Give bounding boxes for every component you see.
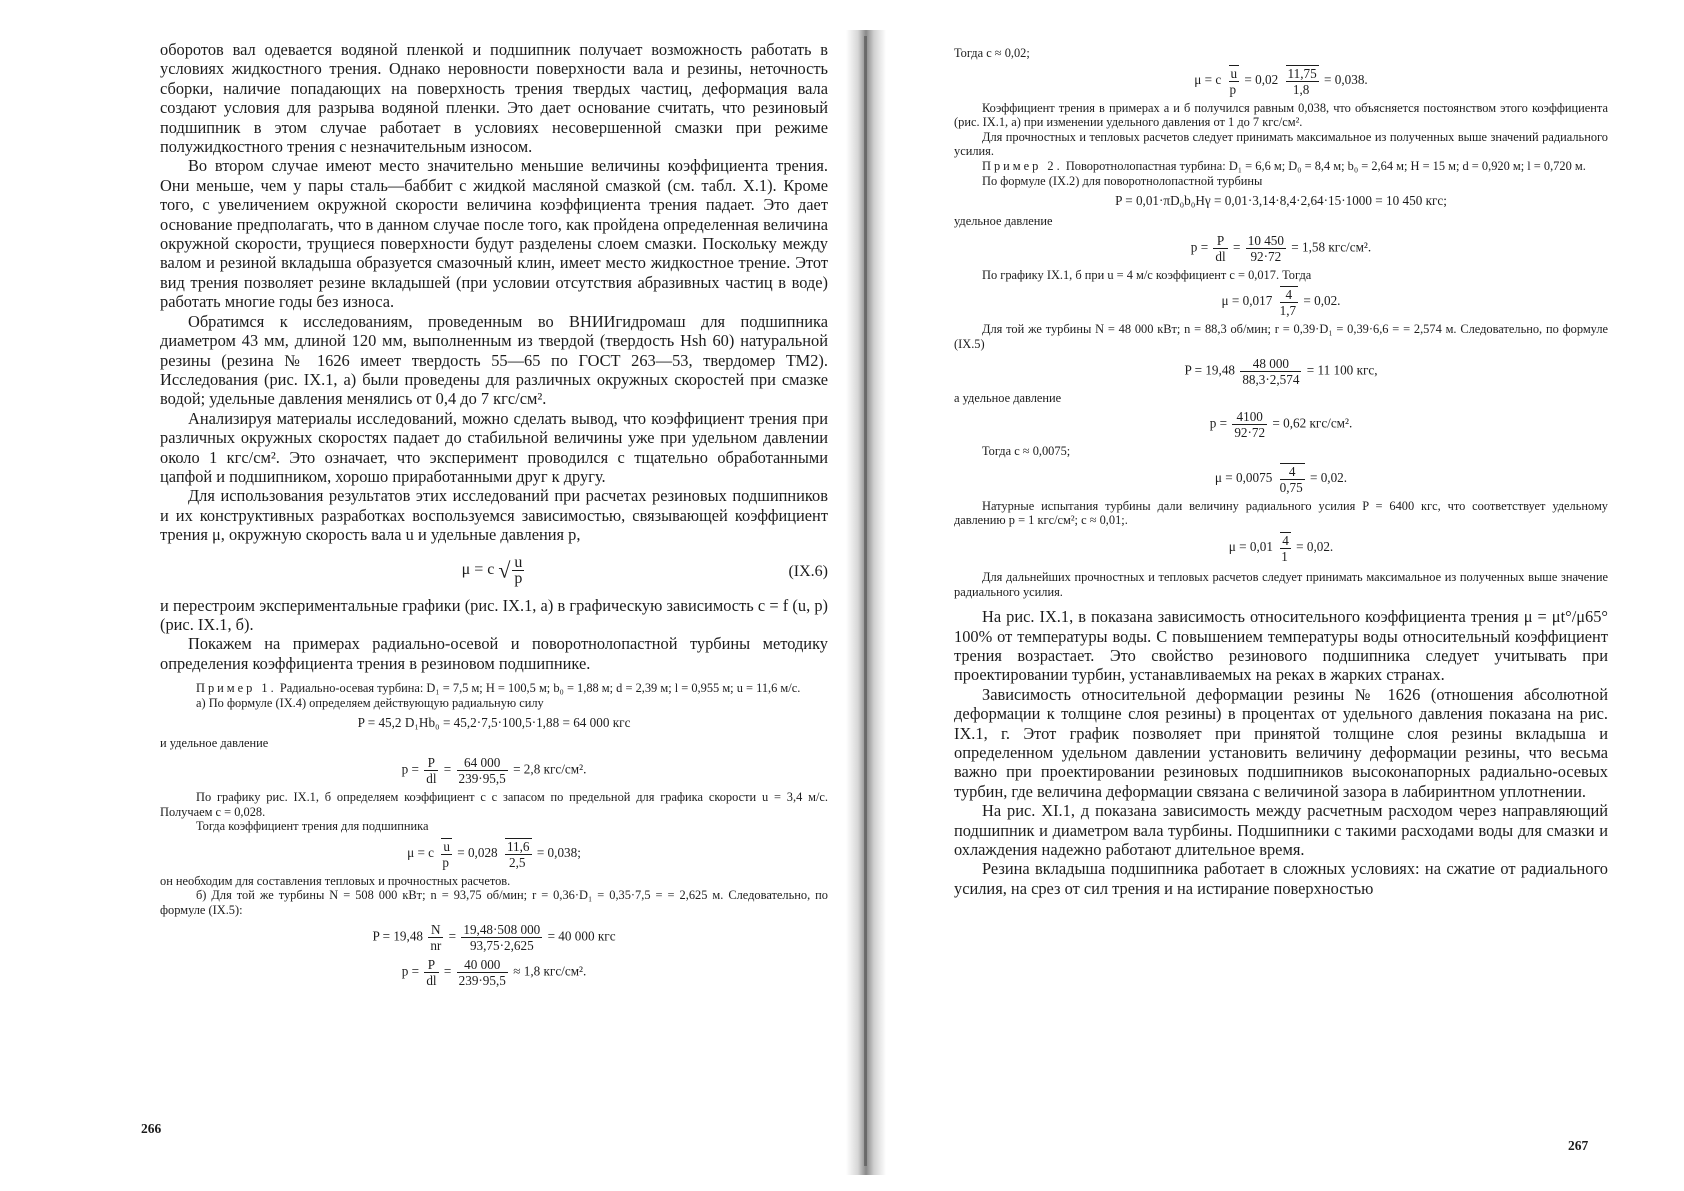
formula-friction-r7: μ = 0,0075 $\frac{4}{0,75}$ = 0,02. [1214, 463, 1348, 495]
graph-text: По графику рис. IX.1, б определяем коэффициент c с запасом по предельной для графика скорости u = 3,4 м/с. Получаем c = 0,028. [160, 789, 828, 819]
paragraph: Анализируя материалы исследований, можно сделать вывод, что коэффициент трения при различных окружных скоростях падает до стабильной величины уже при удельном давлении около 1 кгс/см². Это означает, что эксперимент проводился с тщательно обработанными цапфой и подшипником, хорошо приработанными друг к другу. [160, 408, 828, 486]
example-1: Пример 1. Радиально-осевая турбина: D₁ = 7,5 м; H = 100,5 м; b₀ = 1,88 м; d = 2,39 м; l = 0,955 м; u = 11,6 м/с. [196, 681, 801, 696]
same-turbine-text: Для той же турбины N = 48 000 кВт; n = 88,3 об/мин; r = 0,39·D₁ = 0,39·6,6 = = 2,574 м. Следовательно, по формуле (IX.5) [954, 322, 1608, 351]
label-pressure: и удельное давление [160, 736, 269, 751]
paragraph: Для использования результатов этих исследований при расчетах резиновых подшипников и их конструктивных разработках воспользуемся зависимостью, связывающей коэффициент трения μ, окружную скорость вала u и удельные давления p, [160, 486, 828, 545]
example-1-step-b: б) Для той же турбины N = 508 000 кВт; n = 93,75 об/мин; r = 0,36·D₁ = 0,35·7,5 = = 2,625 м. Следовательно, по формуле (IX.5): [160, 888, 828, 917]
graph-text: По графику IX.1, б при u = 4 м/с коэффициент c = 0,017. Тогда [982, 267, 1312, 282]
paragraph: Зависимость относительной деформации резины № 1626 (отношения абсолютной деформации к толщине слоя резины) в процентах от удельного давления показана на рис. IX.1, г. Этот график позволяет при принятой толщине слоя резины вкладыша и определенном удельном давлении установить величину деформации резины, что весьма важно при проектировании резиновых подшипников высоконапорных радиально-осевых турбин, где величина деформации связана с величиной зазора в лабиринтном уплотнении. [954, 684, 1608, 801]
equation-ix6: μ = c √ $\frac{u}{p}$ (IX.6) [461, 553, 828, 587]
formula-pressure-2: p = $\frac{P}{dl}$ = $\frac{40 000}{239\cdot 95,5}$ ≈ 1,8 кгс/см². [401, 956, 587, 988]
natural-test-text: Натурные испытания турбины дали величину радиального усилия P = 6400 кгс, что соответствует удельному давлению p = 1 кгс/см²; c ≈ 0,01;. [954, 498, 1608, 528]
formula-force-r5: P = 19,48 $\frac{48 000}{88,3\cdot 2,574}$ = 11 100 кгс, [1184, 355, 1378, 387]
then-text: Тогда c ≈ 0,0075; [982, 444, 1071, 459]
then-text: Тогда c ≈ 0,02; [954, 46, 1030, 60]
right-page [862, 0, 1684, 1191]
page-number-left: 266 [141, 1121, 162, 1136]
paragraph: На рис. IX.1, в показана зависимость относительного коэффициента трения μ = μt°/μ65° 100% от температуры воды. С повышением температуры воды относительный коэффициент трения возрастает. Это свойство резинового подшипника следует учитывать при проектировании турбин, устанавливаемых на реках в жарких странах. [954, 607, 1608, 685]
paragraph: Резина вкладыша подшипника работает в сложных условиях: на сжатие от радиального усилия, на срез от сил трения и на истирание поверхностью [954, 859, 1608, 898]
formula-friction-r1: μ = c $\frac{u}{p}$ = 0,02 $\frac{11,75}{1,8}$ = 0,038. [1194, 65, 1368, 97]
paragraph: Обратимся к исследованиям, проведенным во ВНИИгидромаш для подшипника диаметром 43 мм, длиной 120 мм, выполненным из твердой (твердость Hsh 60) натуральной резины (резина № 1626 имеет твердость 55—65 по ГОСТ 263—53, твердомер ТМ2). Исследования (рис. IX.1, а) были проведены для различных окружных скоростей при смазке водой; удельные давления менялись от 0,4 до 7 кгс/см². [160, 311, 828, 409]
paragraph: Во втором случае имеют место значительно меньшие величины коэффициента трения. Они меньше, чем у пары сталь—баббит с жидкой масляной смазкой (см. табл. X.1). Кроме того, с увеличением окружной скорости величина коэффициента трения падает. Это дает основание предполагать, что в данном случае после того, как пройдена определенная величина окружной скорости, трущиеся поверхности будут разделены слоем смазки. Поскольку между валом и резиной вкладыша образуется смазочный клин, имеет место жидкостное трение. Этот вид трения позволяет резине вкладышей (при условии отсутствия абразивных частиц в воде) работать многие годы без износа. [160, 156, 828, 312]
paragraph: На рис. XI.1, д показана зависимость между расчетным расходом через направляющий подшипник и диаметром вала турбины. Подшипники с такими расходами воды для смазки и охлаждения надежно работают длительное время. [954, 801, 1608, 859]
formula-force-r2: P = 0,01·πD₀b₀Hγ = 0,01·3,14·8,4·2,64·15·1000 = 10 450 кгс; [1115, 193, 1447, 209]
label-pressure: удельное давление [954, 214, 1053, 229]
example-1-step-a: а) По формуле (IX.4) определяем действующую радиальную силу [196, 695, 544, 710]
needed-text: он необходим для составления тепловых и прочностных расчетов. [160, 873, 511, 888]
paragraph: оборотов вал одевается водяной пленкой и подшипник получает возможность работать в условиях жидкостного трения. Однако неровности поверхности вала и резины, неточность сборки, наличие попадающих на поверхность трения твердых частиц, деформация вала создают условия для разрыва водяной пленки. Это дает основание считать, что резиновый подшипник в этом случае работает в условиях несовершенной смазки при режиме полужидкостного трения с незначительным износом. [160, 40, 828, 157]
example-2: Пример 2. Поворотнолопастная турбина: D₁ = 6,6 м; D₀ = 8,4 м; b₀ = 2,64 м; H = 15 м; d = 0,920 м; l = 0,720 м. [982, 158, 1586, 173]
formula-pressure-r3: p = $\frac{P}{dl}$ = $\frac{10 450}{92\cdot 72}$ = 1,58 кгс/см². [1190, 232, 1372, 264]
paragraph: Для прочностных и тепловых расчетов следует принимать максимальное из полученных выше значений радиального усилия. [954, 129, 1608, 159]
paragraph: Покажем на примерах радиально-осевой и поворотнолопастной турбины методику определения коэффициента трения в резиновом подшипнике. [160, 634, 828, 673]
formula-pressure-1: p = $\frac{P}{dl}$ = $\frac{64 000}{239\cdot 95,5}$ = 2,8 кгс/см². [401, 754, 587, 786]
formula-friction-r8: μ = 0,01 $\frac{4}{1}$ = 0,02. [1228, 532, 1334, 564]
formula-friction-1: μ = c $\frac{u}{p}$ = 0,028 $\frac{11,6}{2,5}$ = 0,038; [407, 838, 581, 870]
formula-friction-r4: μ = 0,017 $\frac{4}{1,7}$ = 0,02. [1221, 287, 1341, 319]
equation-number: (IX.6) [788, 562, 828, 580]
formula-radial-force: P = 45,2 D₁Hb₀ = 45,2·7,5·100,5·1,88 = 64 000 кгс [357, 715, 631, 731]
formula-force-2: P = 19,48 $\frac{N}{nr}$ = $\frac{19,48\cdot 508 000}{93,75\cdot 2,625}$ = 40 000 кгс [372, 921, 616, 953]
paragraph: Для дальнейших прочностных и тепловых расчетов следует принимать максимальное из полученных выше значение радиального усилия. [954, 569, 1608, 599]
paragraph: Коэффициент трения в примерах а и б получился равным 0,038, что объясняется постоянством этого коэффициента (рис. IX.1, а) при изменении удельного давления от 1 до 7 кгс/см². [954, 100, 1608, 130]
friction-label: Тогда коэффициент трения для подшипника [196, 819, 429, 834]
label-pressure-2: а удельное давление [954, 390, 1062, 405]
formula-pressure-r6: p = $\frac{4100}{92\cdot 72}$ = 0,62 кгс/см². [1209, 409, 1353, 441]
formula-ref: По формуле (IX.2) для поворотнолопастной турбины [982, 173, 1263, 188]
page-number-right: 267 [1568, 1138, 1589, 1153]
paragraph: и перестроим экспериментальные графики (рис. IX.1, а) в графическую зависимость c = f (u, p) (рис. IX.1, б). [160, 595, 828, 634]
